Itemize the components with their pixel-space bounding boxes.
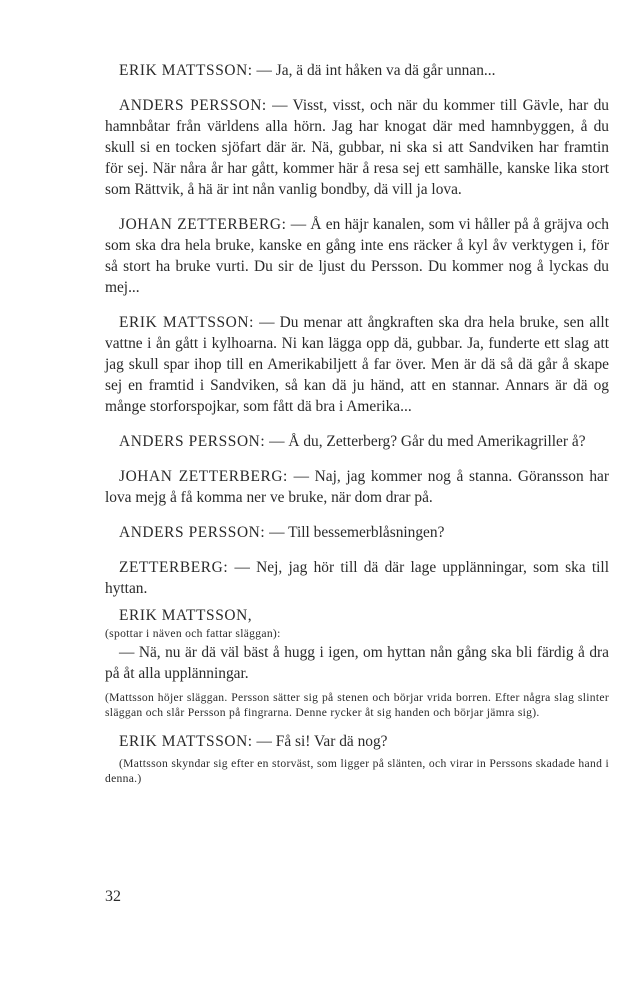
dialogue-text: — Till bessemerblåsningen?	[269, 524, 445, 541]
dialogue-text: — Visst, visst, och när du kommer till Gävle, har du hamnbåtar från världens alla hörn. Jag har knogat där med hamnbyggen, å du skull si en tocken sjöfart där är. Nä, gubbar, ni ska si att Sandviken har framtin för sej. När nåra år har gått, kommer här å resa sej ett samhälle, kanske lika stort som Rättvik, å hä är int nån vanlig bondby, dä vill ja lova.	[105, 97, 609, 198]
speaker-name: ANDERS PERSSON:	[119, 524, 266, 541]
speaker-name: JOHAN ZETTERBERG:	[119, 216, 287, 233]
dialogue-paragraph	[105, 60, 609, 81]
speaker-heading: ERIK MATTSSON,	[119, 607, 253, 624]
speaker-name: ANDERS PERSSON:	[119, 433, 266, 450]
dialogue-paragraph	[105, 557, 609, 599]
speaker-name: ANDERS PERSSON:	[119, 97, 267, 114]
dialogue-paragraph	[105, 731, 609, 752]
dialogue-paragraph	[105, 312, 609, 417]
dialogue-text: — Du menar att ångkraften ska dra hela bruke, sen allt vattne i ån gått i kylhoarna. Ni kan lägga opp dä, gubbar. Ja, funderte ett slag att jag skull spar ihop till en Amerikabiljett å far över. Men är dä så dä går å skape sej en framtid i Sandviken, så kan dä ju händ, att en stannar. Annars är dä og månge storforspojkar, som fått dä bra i Amerika...	[105, 314, 609, 415]
speaker-name: JOHAN ZETTERBERG:	[119, 468, 288, 485]
dialogue-paragraph	[105, 522, 609, 543]
page-body	[105, 60, 609, 786]
dialogue-text: — Nä, nu är dä väl bäst å hugg i igen, om hyttan nån gång ska bli färdig å dra på åt alla upplänningar.	[105, 644, 609, 682]
dialogue-text: — Å du, Zetterberg? Går du med Amerikagriller å?	[269, 433, 586, 450]
final-section	[105, 605, 609, 786]
dialogue-text: — Naj, jag kommer nog å stanna. Göransson har lova mejg å få komma ner ve bruke, när dom drar på.	[105, 468, 609, 506]
stage-direction: (Mattsson höjer släggan. Persson sätter sig på stenen och börjar vrida borren. Efter några slag slinter släggan och slår Persson på fingrarna. Denne rycker åt sig handen och börjar jämra sig).	[105, 691, 609, 719]
dialogue-paragraph	[105, 466, 609, 508]
speaker-name: ERIK MATTSSON:	[119, 314, 254, 331]
dialogue-text: — Få si! Var dä nog?	[256, 733, 388, 750]
page-number: 32	[105, 888, 121, 905]
speaker-name: ZETTERBERG:	[119, 559, 229, 576]
dialogue-paragraph	[105, 431, 609, 452]
speaker-name: ERIK MATTSSON:	[119, 733, 253, 750]
dialogue-text: — Å en häjr kanalen, som vi håller på å gräjva och som ska dra hela bruke, kanske en gång inte ens räcker å kyl åv verktygen i, för så stort ha bruke vurti. Du sir de ljust du Persson. Du kommer nog å lyckas du mej...	[105, 216, 609, 296]
dialogue-paragraph	[105, 214, 609, 298]
stage-direction: (spottar i näven och fattar släggan):	[105, 627, 281, 640]
dialogue-text: — Nej, jag hör till dä där lage upplänningar, som ska till hyttan.	[105, 559, 609, 597]
stage-direction: (Mattsson skyndar sig efter en storväst, som ligger på slänten, och virar in Perssons skadade hand i denna.)	[105, 757, 609, 785]
speaker-name: ERIK MATTSSON:	[119, 62, 253, 79]
dialogue-text: — Ja, ä dä int håken va dä går unnan...	[256, 62, 496, 79]
dialogue-paragraph	[105, 95, 609, 200]
